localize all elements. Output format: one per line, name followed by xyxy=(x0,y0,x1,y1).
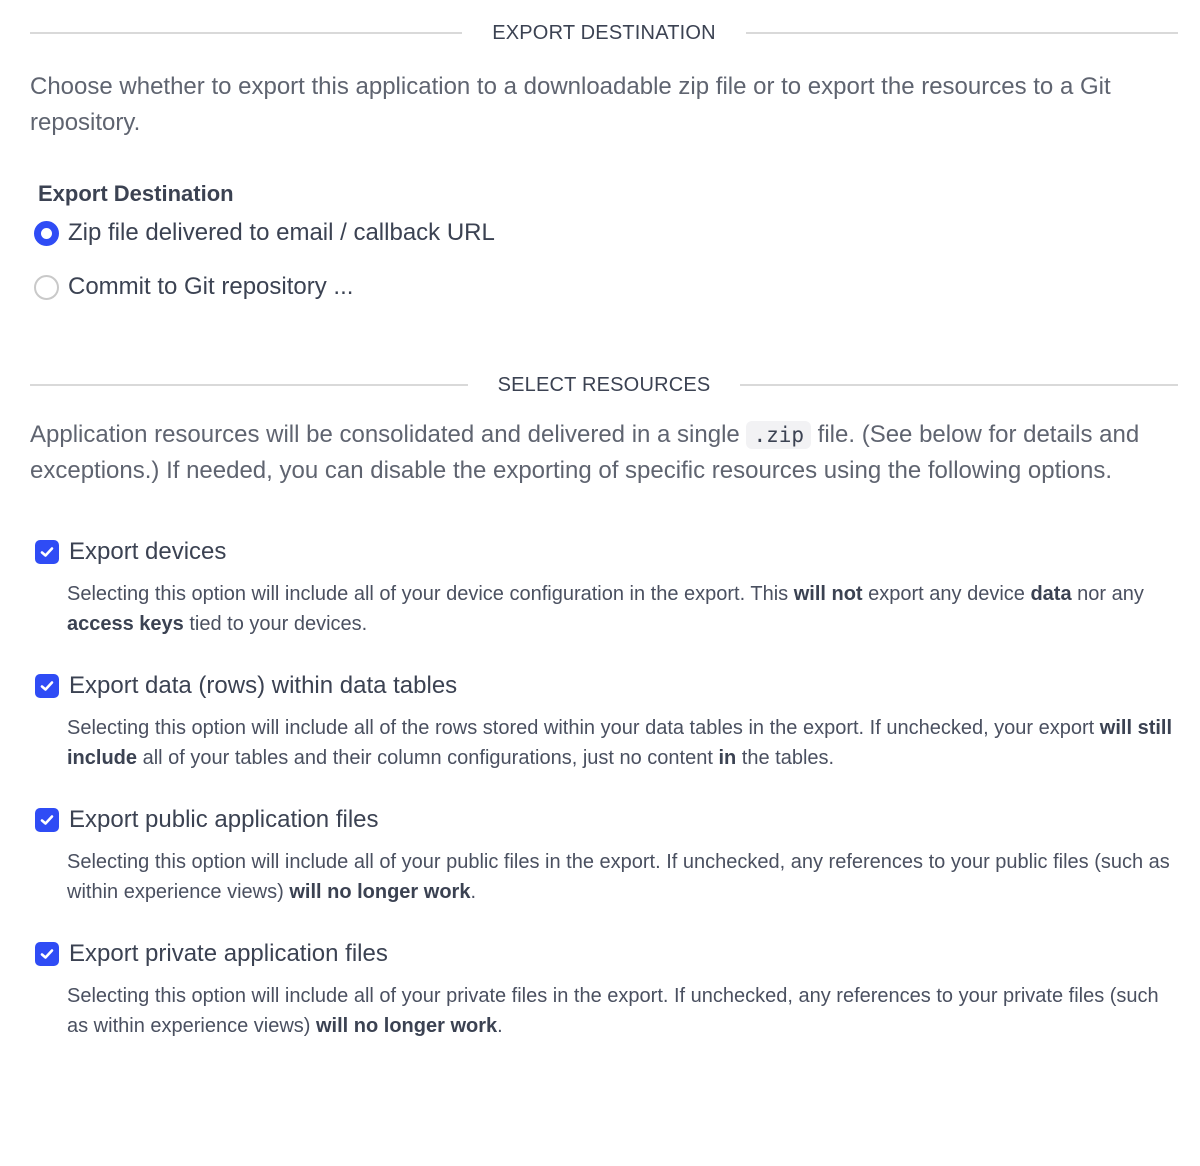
section-divider-select-resources xyxy=(30,375,1178,395)
checkbox-checked[interactable] xyxy=(35,942,59,966)
divider-line xyxy=(30,384,468,386)
radio-label: Commit to Git repository ... xyxy=(68,273,354,300)
radio-option-zip[interactable] xyxy=(30,215,1178,251)
checkbox-description: Selecting this option will include all of your public files in the export. If unchecked, any references to your public files (such as within experience views) will no longer work. xyxy=(67,851,1170,903)
intro-text: Application resources will be consolidated and delivered in a single xyxy=(30,421,747,448)
divider-line xyxy=(746,32,1178,34)
checkbox-label: Export data (rows) within data tables xyxy=(69,672,458,699)
checkbox-description: Selecting this option will include all of the rows stored within your data tables in the export. If unchecked, your export will still include all of your tables and their column configurations, just no content in the tables. xyxy=(67,717,1173,769)
intro-text: file. (See below for details and exceptions.) If needed, you can disable the exporting of specific resources using the following options. xyxy=(30,421,1140,484)
checkbox-row[interactable] xyxy=(30,669,1178,703)
section-title: SELECT RESOURCES xyxy=(497,373,711,396)
radio-option-git[interactable] xyxy=(30,269,1178,305)
field-label-export-destination: Export Destination xyxy=(38,181,234,206)
divider-line xyxy=(740,384,1178,386)
resource-option xyxy=(30,535,1178,639)
radio-label: Zip file delivered to email / callback URL xyxy=(68,219,495,246)
divider-line xyxy=(30,32,462,34)
radio-button-unselected[interactable] xyxy=(34,275,59,300)
checkbox-row[interactable] xyxy=(30,937,1178,971)
checkbox-description: Selecting this option will include all of your private files in the export. If unchecked, any references to your private files (such as within experience views) will no longer work. xyxy=(67,985,1159,1037)
resource-option xyxy=(30,803,1178,907)
checkmark-icon xyxy=(40,814,54,826)
emphasis-text: in xyxy=(718,747,737,769)
checkmark-icon xyxy=(40,948,54,960)
section-divider-export-destination xyxy=(30,23,1178,43)
emphasis-text: will still include xyxy=(67,717,1173,769)
section-title: EXPORT DESTINATION xyxy=(492,21,716,44)
radio-button-selected[interactable] xyxy=(34,221,59,246)
emphasis-text: will not xyxy=(793,583,863,605)
resource-option xyxy=(30,669,1178,773)
checkbox-label: Export devices xyxy=(69,538,227,565)
resource-option xyxy=(30,937,1178,1041)
checkbox-description: Selecting this option will include all of your device configuration in the export. This will not export any device data nor any access keys tied to your devices. xyxy=(67,583,1144,635)
checkbox-checked[interactable] xyxy=(35,674,59,698)
export-destination-description: Choose whether to export this application to a downloadable zip file or to export the resources to a Git repository. xyxy=(30,73,1111,136)
emphasis-text: data xyxy=(1030,583,1072,605)
emphasis-text: will no longer work xyxy=(316,1015,498,1037)
checkmark-icon xyxy=(40,546,54,558)
resource-checkbox-list xyxy=(30,535,1178,1041)
checkbox-label: Export private application files xyxy=(69,940,388,967)
select-resources-description xyxy=(30,417,1178,489)
checkbox-label: Export public application files xyxy=(69,806,379,833)
emphasis-text: will no longer work xyxy=(289,881,471,903)
export-form xyxy=(0,23,1200,1041)
emphasis-text: access keys xyxy=(67,613,184,635)
checkmark-icon xyxy=(40,680,54,692)
checkbox-checked[interactable] xyxy=(35,540,59,564)
radio-group-export-destination xyxy=(30,215,1178,305)
zip-code-snippet: .zip xyxy=(746,421,811,449)
checkbox-row[interactable] xyxy=(30,535,1178,569)
checkbox-checked[interactable] xyxy=(35,808,59,832)
checkbox-row[interactable] xyxy=(30,803,1178,837)
